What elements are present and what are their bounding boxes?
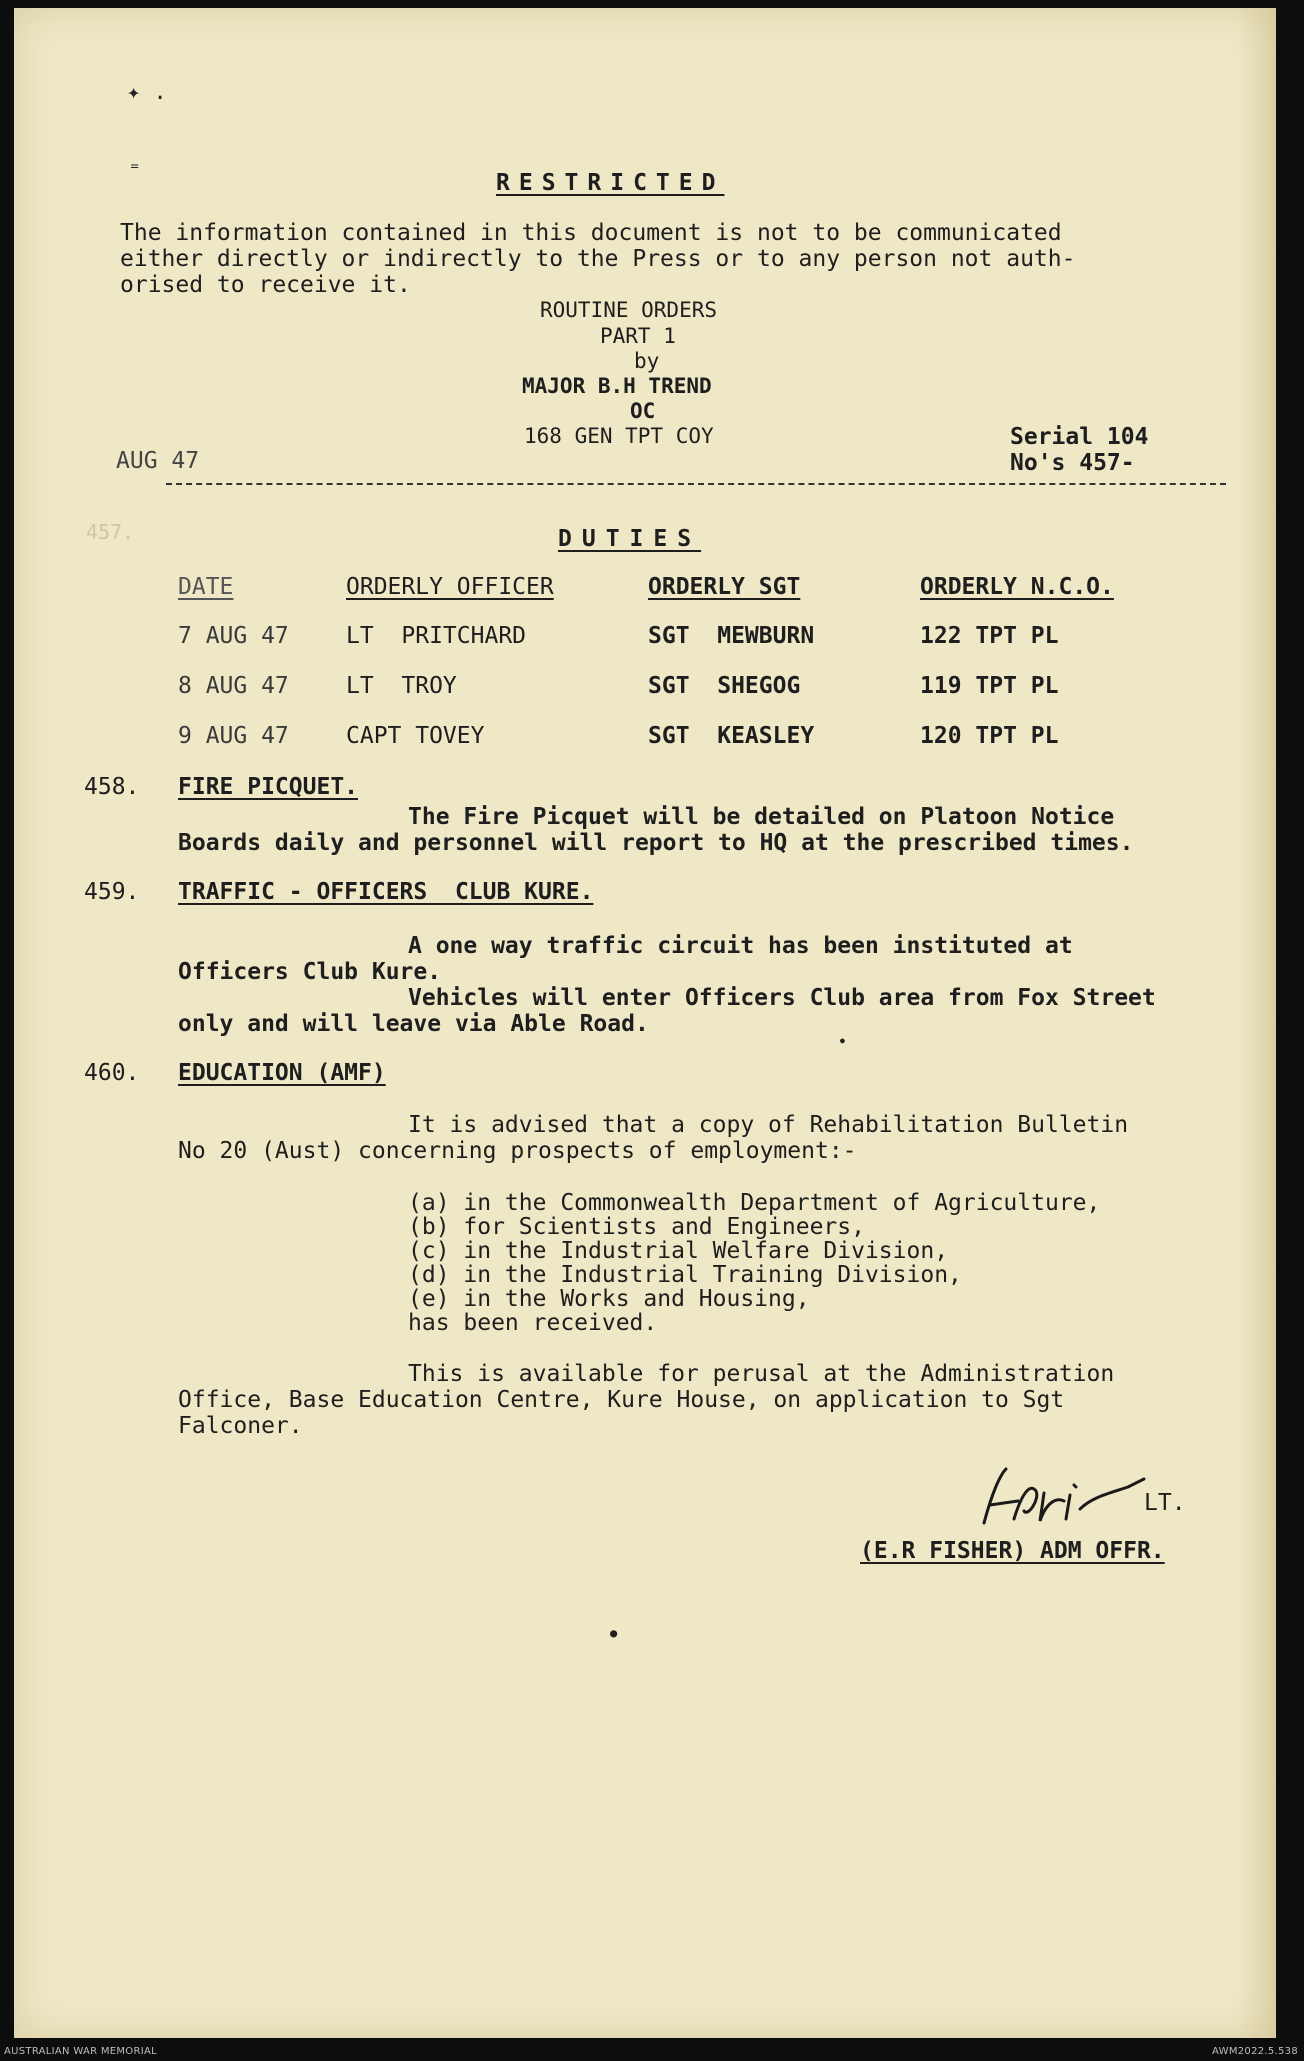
duty-sgt: SGT KEASLEY bbox=[648, 723, 815, 749]
classification-heading: RESTRICTED bbox=[496, 170, 725, 196]
header-separator bbox=[166, 483, 1226, 485]
order-numbers: No's 457- bbox=[1010, 450, 1135, 476]
ink-speck: ● bbox=[610, 1626, 618, 1640]
duty-nco: 119 TPT PL bbox=[920, 673, 1059, 699]
item-title-education: EDUCATION (AMF) bbox=[178, 1060, 386, 1086]
item-title-fire-picquet: FIRE PICQUET. bbox=[178, 774, 359, 800]
duty-date: 8 AUG 47 bbox=[178, 673, 289, 699]
duty-sgt: SGT MEWBURN bbox=[648, 623, 815, 649]
signatory-rank: LT. bbox=[1144, 1490, 1186, 1516]
unit-name: 168 GEN TPT COY bbox=[524, 424, 714, 448]
item-text: Officers Club Kure. bbox=[178, 959, 442, 985]
punch-mark: ⁼ bbox=[128, 158, 142, 183]
duty-sgt: SGT SHEGOG bbox=[648, 673, 801, 699]
item-number: 460. bbox=[84, 1060, 140, 1086]
duty-date: 7 AUG 47 bbox=[178, 623, 289, 649]
item-text: It is advised that a copy of Rehabilitation Bulletin bbox=[408, 1112, 1129, 1138]
handwritten-signature bbox=[970, 1463, 1150, 1543]
item-text: Falconer. bbox=[178, 1413, 303, 1439]
column-header-date: DATE bbox=[178, 574, 234, 600]
item-text: This is available for perusal at the Administration bbox=[408, 1361, 1115, 1387]
commander-name: MAJOR B.H TREND bbox=[522, 374, 712, 398]
part-title: PART 1 bbox=[600, 324, 676, 348]
footer-right: AWM2022.5.538 bbox=[1212, 2046, 1298, 2057]
list-end: has been received. bbox=[408, 1310, 658, 1336]
list-item: (c) in the Industrial Welfare Division, bbox=[408, 1238, 949, 1264]
item-text: only and will leave via Able Road. bbox=[178, 1011, 649, 1037]
item-text: A one way traffic circuit has been instituted at bbox=[408, 933, 1073, 959]
signatory-name: (E.R FISHER) ADM OFFR. bbox=[860, 1538, 1165, 1564]
duty-officer: CAPT TOVEY bbox=[346, 723, 485, 749]
duties-heading: DUTIES bbox=[558, 526, 702, 552]
by-line: by bbox=[634, 349, 660, 373]
duty-officer: LT PRITCHARD bbox=[346, 623, 527, 649]
routine-orders-title: ROUTINE ORDERS bbox=[540, 298, 718, 322]
column-header-officer: ORDERLY OFFICER bbox=[346, 574, 554, 600]
ink-speck: ● bbox=[840, 1036, 845, 1045]
item-title-traffic: TRAFFIC - OFFICERS CLUB KURE. bbox=[178, 879, 594, 905]
item-text: Boards daily and personnel will report to HQ at the prescribed times. bbox=[178, 830, 1134, 856]
duty-nco: 122 TPT PL bbox=[920, 623, 1059, 649]
list-item: (d) in the Industrial Training Division, bbox=[408, 1262, 962, 1288]
footer-left: AUSTRALIAN WAR MEMORIAL bbox=[4, 2046, 157, 2057]
column-header-nco: ORDERLY N.C.O. bbox=[920, 574, 1114, 600]
warning-line: either directly or indirectly to the Press or to any person not auth- bbox=[120, 246, 1076, 272]
duty-date: 9 AUG 47 bbox=[178, 723, 289, 749]
document-date: AUG 47 bbox=[116, 448, 200, 474]
duty-nco: 120 TPT PL bbox=[920, 723, 1059, 749]
punch-mark: ✦ . bbox=[127, 80, 167, 105]
item-number: 459. bbox=[84, 879, 140, 905]
list-item: (e) in the Works and Housing, bbox=[408, 1286, 810, 1312]
item-text: No 20 (Aust) concerning prospects of employment:- bbox=[178, 1138, 857, 1164]
column-header-sgt: ORDERLY SGT bbox=[648, 574, 801, 600]
warning-line: orised to receive it. bbox=[120, 272, 411, 298]
item-number: 458. bbox=[84, 774, 140, 800]
warning-line: The information contained in this document is not to be communicated bbox=[120, 220, 1062, 246]
serial-number: Serial 104 bbox=[1010, 424, 1149, 450]
document-page bbox=[14, 8, 1276, 2038]
list-item: (a) in the Commonwealth Department of Agriculture, bbox=[408, 1190, 1101, 1216]
oc-line: OC bbox=[630, 399, 656, 423]
item-text: Vehicles will enter Officers Club area from Fox Street bbox=[408, 985, 1156, 1011]
item-text: Office, Base Education Centre, Kure House, on application to Sgt bbox=[178, 1387, 1065, 1413]
margin-number: 457. bbox=[86, 520, 135, 544]
item-text: The Fire Picquet will be detailed on Platoon Notice bbox=[408, 804, 1115, 830]
list-item: (b) for Scientists and Engineers, bbox=[408, 1214, 865, 1240]
duty-officer: LT TROY bbox=[346, 673, 457, 699]
paper-edge-shading bbox=[1236, 8, 1276, 2038]
